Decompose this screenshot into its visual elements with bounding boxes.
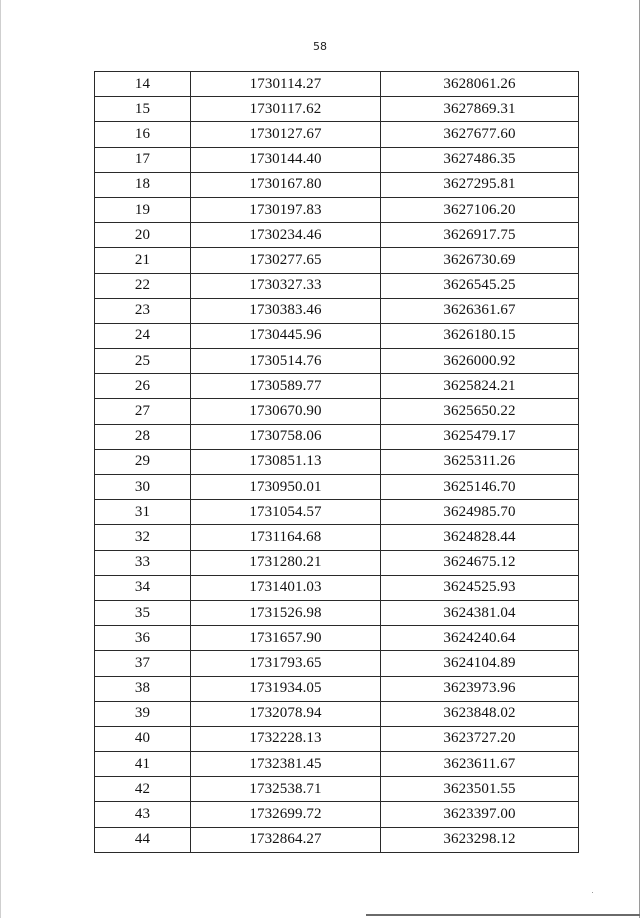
point-number-cell: 21 <box>95 248 191 273</box>
y-coordinate-cell: 3628061.26 <box>381 72 579 97</box>
table-row <box>95 600 579 625</box>
y-coordinate-cell: 3625824.21 <box>381 374 579 399</box>
y-coordinate-cell: 3626180.15 <box>381 323 579 348</box>
y-coordinate-cell: 3627869.31 <box>381 97 579 122</box>
x-coordinate-cell: 1730445.96 <box>191 323 381 348</box>
x-coordinate-cell: 1730234.46 <box>191 223 381 248</box>
y-coordinate-cell: 3625311.26 <box>381 449 579 474</box>
table-row <box>95 701 579 726</box>
point-number-cell: 37 <box>95 651 191 676</box>
x-coordinate-cell: 1731164.68 <box>191 525 381 550</box>
table-row <box>95 475 579 500</box>
page-number: 58 <box>313 40 327 53</box>
point-number-cell: 26 <box>95 374 191 399</box>
table-row <box>95 197 579 222</box>
table-row <box>95 626 579 651</box>
point-number-cell: 17 <box>95 147 191 172</box>
scan-bottom-edge-mark <box>366 914 640 916</box>
x-coordinate-cell: 1731280.21 <box>191 550 381 575</box>
table-row <box>95 424 579 449</box>
y-coordinate-cell: 3627677.60 <box>381 122 579 147</box>
y-coordinate-cell: 3625479.17 <box>381 424 579 449</box>
point-number-cell: 27 <box>95 399 191 424</box>
table-row <box>95 122 579 147</box>
x-coordinate-cell: 1730197.83 <box>191 197 381 222</box>
table-row <box>95 172 579 197</box>
y-coordinate-cell: 3624675.12 <box>381 550 579 575</box>
point-number-cell: 44 <box>95 827 191 852</box>
point-number-cell: 22 <box>95 273 191 298</box>
y-coordinate-cell: 3624985.70 <box>381 500 579 525</box>
x-coordinate-cell: 1731054.57 <box>191 500 381 525</box>
y-coordinate-cell: 3625146.70 <box>381 475 579 500</box>
table-row <box>95 97 579 122</box>
x-coordinate-cell: 1730589.77 <box>191 374 381 399</box>
table-row <box>95 374 579 399</box>
point-number-cell: 29 <box>95 449 191 474</box>
table-row <box>95 651 579 676</box>
table-row <box>95 273 579 298</box>
x-coordinate-cell: 1730277.65 <box>191 248 381 273</box>
table-row <box>95 827 579 852</box>
x-coordinate-cell: 1730114.27 <box>191 72 381 97</box>
y-coordinate-cell: 3624104.89 <box>381 651 579 676</box>
x-coordinate-cell: 1731793.65 <box>191 651 381 676</box>
y-coordinate-cell: 3625650.22 <box>381 399 579 424</box>
point-number-cell: 30 <box>95 475 191 500</box>
x-coordinate-cell: 1732228.13 <box>191 726 381 751</box>
y-coordinate-cell: 3623727.20 <box>381 726 579 751</box>
table-row <box>95 248 579 273</box>
y-coordinate-cell: 3626000.92 <box>381 349 579 374</box>
x-coordinate-cell: 1731657.90 <box>191 626 381 651</box>
point-number-cell: 19 <box>95 197 191 222</box>
table-row <box>95 550 579 575</box>
x-coordinate-cell: 1730327.33 <box>191 273 381 298</box>
point-number-cell: 42 <box>95 777 191 802</box>
table-row <box>95 575 579 600</box>
table-row <box>95 349 579 374</box>
point-number-cell: 34 <box>95 575 191 600</box>
scan-left-edge <box>0 0 1 918</box>
point-number-cell: 39 <box>95 701 191 726</box>
x-coordinate-cell: 1732864.27 <box>191 827 381 852</box>
y-coordinate-cell: 3623611.67 <box>381 752 579 777</box>
x-coordinate-cell: 1731526.98 <box>191 600 381 625</box>
x-coordinate-cell: 1730758.06 <box>191 424 381 449</box>
x-coordinate-cell: 1732381.45 <box>191 752 381 777</box>
point-number-cell: 14 <box>95 72 191 97</box>
point-number-cell: 33 <box>95 550 191 575</box>
point-number-cell: 41 <box>95 752 191 777</box>
y-coordinate-cell: 3623501.55 <box>381 777 579 802</box>
table-row <box>95 147 579 172</box>
point-number-cell: 16 <box>95 122 191 147</box>
point-number-cell: 36 <box>95 626 191 651</box>
y-coordinate-cell: 3627295.81 <box>381 172 579 197</box>
x-coordinate-cell: 1730144.40 <box>191 147 381 172</box>
coordinate-table-body <box>95 72 579 853</box>
y-coordinate-cell: 3626917.75 <box>381 223 579 248</box>
table-row <box>95 777 579 802</box>
y-coordinate-cell: 3624381.04 <box>381 600 579 625</box>
table-row <box>95 449 579 474</box>
coordinate-table <box>94 71 579 853</box>
y-coordinate-cell: 3623298.12 <box>381 827 579 852</box>
table-row <box>95 399 579 424</box>
table-row <box>95 525 579 550</box>
point-number-cell: 20 <box>95 223 191 248</box>
table-row <box>95 323 579 348</box>
y-coordinate-cell: 3627486.35 <box>381 147 579 172</box>
y-coordinate-cell: 3624525.93 <box>381 575 579 600</box>
point-number-cell: 38 <box>95 676 191 701</box>
point-number-cell: 43 <box>95 802 191 827</box>
x-coordinate-cell: 1730167.80 <box>191 172 381 197</box>
x-coordinate-cell: 1730514.76 <box>191 349 381 374</box>
x-coordinate-cell: 1730950.01 <box>191 475 381 500</box>
x-coordinate-cell: 1730117.62 <box>191 97 381 122</box>
point-number-cell: 24 <box>95 323 191 348</box>
table-row <box>95 223 579 248</box>
x-coordinate-cell: 1732699.72 <box>191 802 381 827</box>
table-row <box>95 500 579 525</box>
x-coordinate-cell: 1730127.67 <box>191 122 381 147</box>
table-row <box>95 752 579 777</box>
point-number-cell: 31 <box>95 500 191 525</box>
x-coordinate-cell: 1730383.46 <box>191 298 381 323</box>
y-coordinate-cell: 3626730.69 <box>381 248 579 273</box>
coordinate-table-container <box>94 71 578 853</box>
x-coordinate-cell: 1730670.90 <box>191 399 381 424</box>
point-number-cell: 35 <box>95 600 191 625</box>
y-coordinate-cell: 3627106.20 <box>381 197 579 222</box>
point-number-cell: 15 <box>95 97 191 122</box>
point-number-cell: 25 <box>95 349 191 374</box>
y-coordinate-cell: 3624828.44 <box>381 525 579 550</box>
point-number-cell: 40 <box>95 726 191 751</box>
x-coordinate-cell: 1732538.71 <box>191 777 381 802</box>
table-row <box>95 676 579 701</box>
table-row <box>95 802 579 827</box>
point-number-cell: 18 <box>95 172 191 197</box>
y-coordinate-cell: 3626361.67 <box>381 298 579 323</box>
scan-speck <box>592 892 593 893</box>
y-coordinate-cell: 3626545.25 <box>381 273 579 298</box>
y-coordinate-cell: 3623848.02 <box>381 701 579 726</box>
table-row <box>95 298 579 323</box>
table-row <box>95 72 579 97</box>
table-row <box>95 726 579 751</box>
x-coordinate-cell: 1730851.13 <box>191 449 381 474</box>
y-coordinate-cell: 3623973.96 <box>381 676 579 701</box>
x-coordinate-cell: 1731934.05 <box>191 676 381 701</box>
point-number-cell: 28 <box>95 424 191 449</box>
point-number-cell: 23 <box>95 298 191 323</box>
y-coordinate-cell: 3624240.64 <box>381 626 579 651</box>
x-coordinate-cell: 1731401.03 <box>191 575 381 600</box>
point-number-cell: 32 <box>95 525 191 550</box>
y-coordinate-cell: 3623397.00 <box>381 802 579 827</box>
x-coordinate-cell: 1732078.94 <box>191 701 381 726</box>
